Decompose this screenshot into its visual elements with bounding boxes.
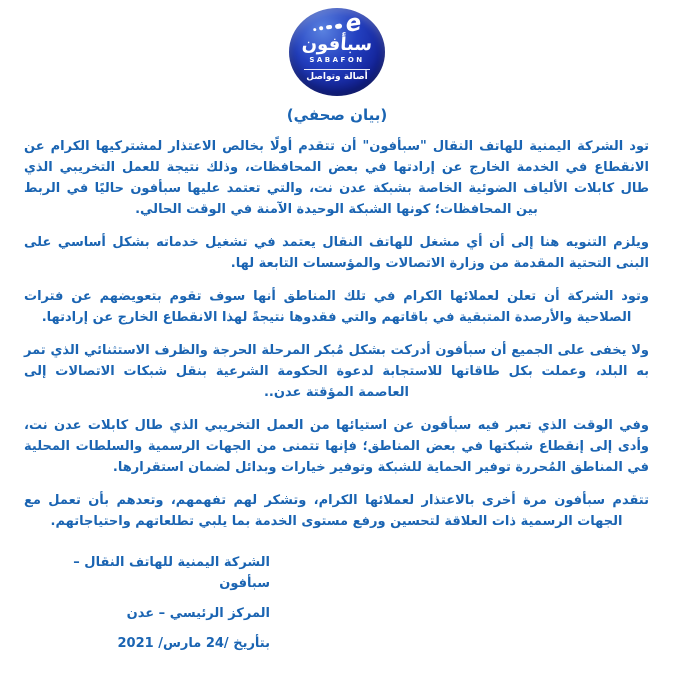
head-office-line: المركز الرئيسي – عدن xyxy=(126,606,270,621)
body-paragraph: تود الشركة اليمنية للهاتف النقال "سبأفون" أن تتقدم أولًا بخالص الاعتذار لمشتركيها الكرام عن الانقطاع في الخدمة الخارج عن إرادتها في بعض المحافظات، وذلك نتيجة للعمل التخريبي الذي طال كابلات الألياف الضوئية الخاصة بشبكة عدن نت، والتي تعتمد عليها سبأفون حاليًا في الربط بين المحافظات؛ كونها الشبكة الوحيدة الآمنة في الوقت الحالي. xyxy=(24,139,649,217)
body-paragraph: ولا يخفى على الجميع أن سبأفون أدركت بشكل مُبكر المرحلة الحرجة والظرف الاستثنائي الذي تمر به البلد، وعملت بكل طاقاتها للاستجابة لدعوة الحكومة الشرعية بنقل شبكات الاتصالات إلى العاصمة المؤقتة عدن.. xyxy=(24,343,649,400)
body-paragraph: وفي الوقت الذي تعبر فيه سبأفون عن استيائها من العمل التخريبي الذي طال كابلات عدن نت، وأدى إلى إنقطاع شبكتها في بعض المناطق؛ فإنها تتمنى من الجهات الرسمية والسلطات المحلية في المناطق المُحررة توفير الحماية للشبكة وتوفير خيارات وبدائل لضمان استقرارها. xyxy=(24,418,649,475)
sabafon-logo xyxy=(289,8,385,96)
logo-latin-name: SABAFON xyxy=(309,56,365,64)
swoosh-dot-icon xyxy=(319,26,324,31)
swoosh-dot-icon xyxy=(313,27,316,30)
logo-divider xyxy=(304,69,370,70)
body-paragraph: وتود الشركة أن تعلن لعملائها الكرام في تلك المناطق أنها سوف تقوم بتعويضهم عن فترات الصلاحية والأرصدة المتبقية في باقاتهم والتي فقدوها نتيجةً لهذا الانقطاع الخارج عن إرادتها. xyxy=(24,289,649,325)
body-paragraph: ويلزم التنويه هنا إلى أن أي مشغل للهاتف النقال يعتمد في تشغيل خدماته بشكل أساسي على البنى التحتية المقدمة من وزارة الاتصالات والمؤسسات التابعة لها. xyxy=(24,235,649,271)
logo-e-icon: e xyxy=(343,9,363,38)
logo-arabic-name: سبأفون xyxy=(301,34,373,55)
logo-tagline: أصالة وتواصل xyxy=(306,72,368,82)
swoosh-dot-icon xyxy=(326,25,332,30)
signature-block xyxy=(25,552,270,654)
date-line: بتأريخ /24 مارس/ 2021 xyxy=(117,636,270,651)
logo-sphere xyxy=(289,8,385,96)
press-release-body xyxy=(24,136,649,532)
body-paragraph: تتقدم سبأفون مرة أخرى بالاعتذار لعملائها الكرام، وتشكر لهم تفهمهم، وتعدهم بأن تعمل مع الجهات الرسمية ذات العلاقة لتحسين ورفع مستوى الخدمة بما يلبي تطلعاتهم واحتياجاتهم. xyxy=(24,493,649,529)
company-name-line: الشركة اليمنية للهاتف النقال – سبأفون xyxy=(73,555,270,591)
swoosh-dot-icon xyxy=(334,23,342,29)
press-release-title: (بيان صحفي) xyxy=(286,106,388,124)
